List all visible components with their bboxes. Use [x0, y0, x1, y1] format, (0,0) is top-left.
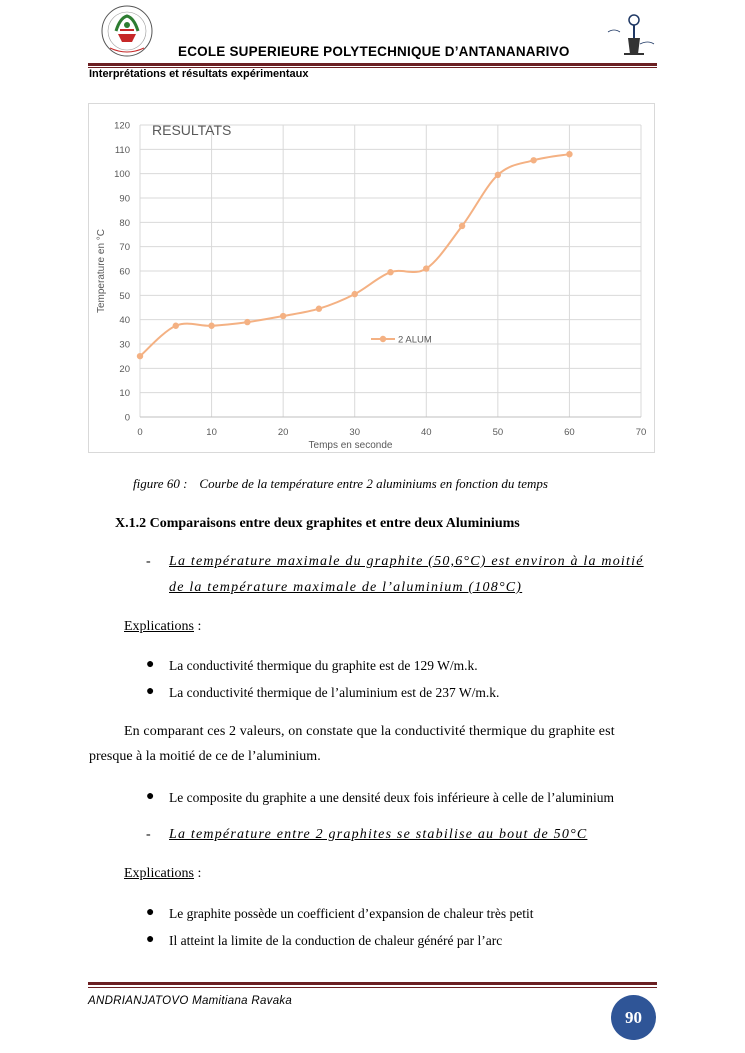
data-point	[244, 319, 250, 325]
data-point	[387, 269, 393, 275]
chart-title: RESULTATS	[152, 122, 232, 138]
x-tick-label: 20	[277, 427, 289, 438]
y-tick-label: 10	[119, 388, 130, 400]
y-tick-label: 120	[114, 120, 130, 132]
university-seal-logo	[98, 4, 156, 59]
y-tick-label: 110	[114, 144, 130, 156]
explications-label	[124, 619, 201, 635]
y-tick-label: 20	[119, 363, 130, 375]
header-institution-title: ECOLE SUPERIEURE POLYTECHNIQUE D’ANTANANARIVO	[178, 44, 570, 59]
list-item: Le graphite possède un coefficient d’expansion de chaleur très petit	[169, 906, 534, 921]
footer-author: ANDRIANJATOVO Mamitiana Ravaka	[88, 995, 293, 1007]
list-item: Il atteint la limite de la conduction de chaleur généré par l’arc	[169, 933, 503, 948]
header-rule	[88, 63, 657, 66]
y-tick-label: 60	[119, 266, 130, 278]
figure-caption-text: Courbe de la température entre 2 aluminiums en fonction du temps	[199, 476, 548, 491]
data-point	[352, 291, 358, 297]
explications-suffix: :	[194, 866, 202, 881]
bullet-icon: ●	[146, 932, 155, 947]
dash-marker: -	[146, 827, 151, 842]
explications-label-text: Explications	[124, 619, 194, 634]
engineering-logo	[606, 8, 656, 62]
section-title: X.1.2 Comparaisons entre deux graphites et entre deux Aluminiums	[115, 516, 520, 531]
footer-rule-thin	[88, 987, 657, 988]
list-item: Le composite du graphite a une densité deux fois inférieure à celle de l’aluminium	[169, 790, 614, 805]
y-tick-label: 30	[119, 339, 130, 351]
list-item: La conductivité thermique de l’aluminium est de 237 W/m.k.	[169, 685, 500, 700]
paragraph-line2: presque à la moitié de ce de l’aluminium.	[89, 749, 321, 764]
legend-marker	[380, 336, 386, 342]
explications-label	[124, 866, 201, 882]
data-point	[316, 306, 322, 312]
figure-caption	[133, 476, 548, 492]
x-tick-label: 10	[206, 427, 217, 438]
y-tick-label: 0	[124, 412, 130, 424]
dash-marker: -	[146, 554, 151, 569]
x-tick-label: 60	[564, 427, 575, 438]
legend-label: 2 ALUM	[398, 334, 432, 346]
point1-line2: de la température maximale de l’aluminium (108°C)	[169, 580, 523, 595]
explications-label-text: Explications	[124, 866, 194, 881]
data-point	[280, 313, 286, 319]
y-tick-label: 50	[119, 290, 130, 302]
y-axis-label: Temperature en °C	[96, 228, 107, 314]
y-tick-label: 40	[119, 315, 130, 327]
data-point	[423, 265, 429, 271]
line-chart	[88, 103, 655, 453]
bullet-icon: ●	[146, 657, 155, 672]
x-tick-label: 0	[137, 427, 143, 438]
data-point	[566, 151, 572, 157]
point2-text: La température entre 2 graphites se stabilise au bout de 50°C	[169, 827, 588, 842]
x-tick-label: 30	[349, 427, 361, 438]
x-tick-label: 70	[635, 427, 647, 438]
bullet-icon: ●	[146, 905, 155, 920]
figure-number: figure 60 :	[133, 476, 188, 491]
data-point	[173, 323, 179, 329]
section-header: Interprétations et résultats expérimentaux	[89, 68, 309, 80]
data-point	[208, 323, 214, 329]
data-point	[459, 223, 465, 229]
y-tick-label: 90	[119, 193, 130, 205]
data-point	[530, 157, 536, 163]
data-point	[495, 172, 501, 178]
point1-line1: La température maximale du graphite (50,6°C) est environ à la moitié	[169, 554, 644, 569]
x-tick-label: 40	[420, 427, 432, 438]
footer-rule	[88, 982, 657, 985]
y-tick-label: 100	[114, 169, 130, 181]
explications-suffix: :	[194, 619, 202, 634]
y-tick-label: 70	[119, 242, 130, 254]
bullet-icon: ●	[146, 789, 155, 804]
paragraph-line1: En comparant ces 2 valeurs, on constate que la conductivité thermique du graphite est	[124, 724, 615, 739]
y-tick-label: 80	[119, 217, 130, 229]
bullet-icon: ●	[146, 684, 155, 699]
x-tick-label: 50	[492, 427, 504, 438]
page-number: 90	[611, 995, 656, 1040]
data-point	[137, 353, 143, 359]
x-axis-label: Temps en seconde	[308, 440, 393, 451]
list-item: La conductivité thermique du graphite est de 129 W/m.k.	[169, 658, 478, 673]
